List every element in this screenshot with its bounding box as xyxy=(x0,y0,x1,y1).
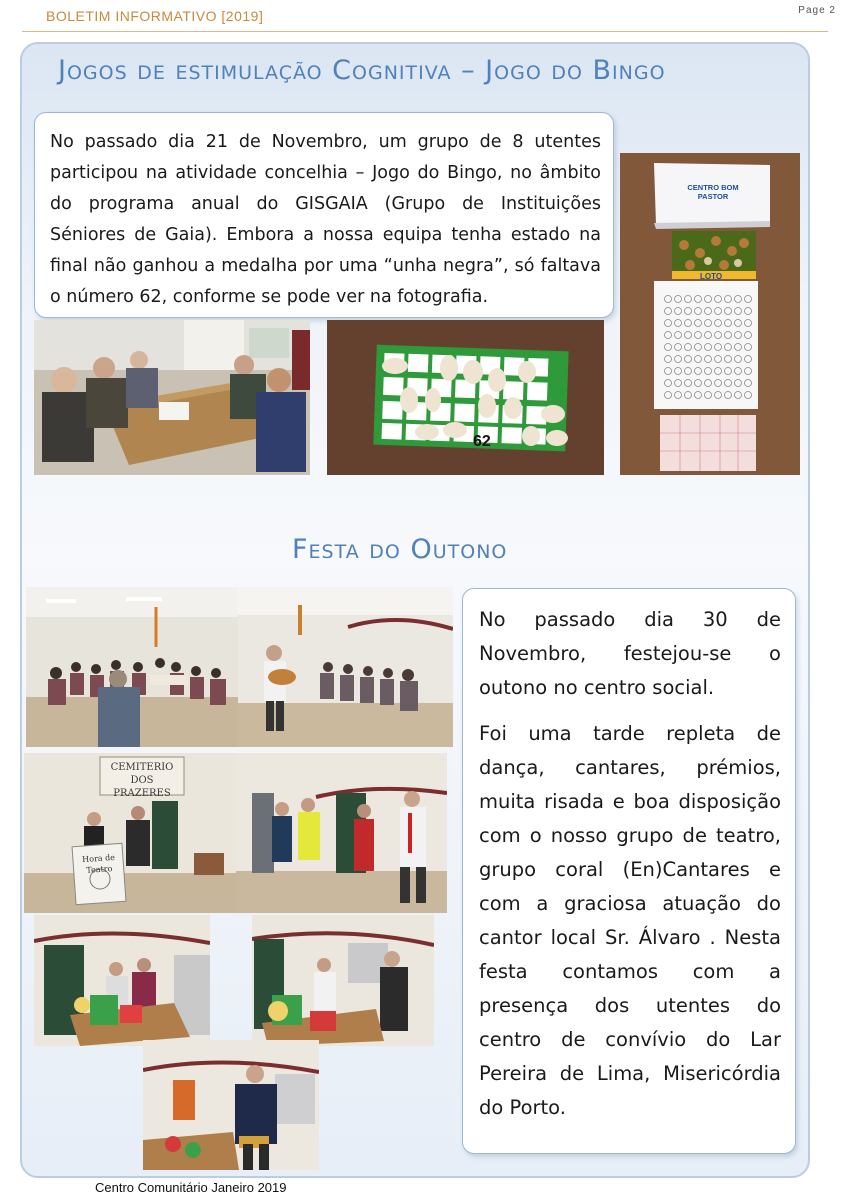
photo-prizes-table-1 xyxy=(34,915,210,1046)
photo-autumn-hall-audience xyxy=(26,587,238,747)
bingo-paragraph: No passado dia 21 de Novembro, um grupo de 8 utentes participou na atividade concelhia – Jogo do Bingo, no âmbito do programa anual do GISGAIA (Grupo de Instituições Séniores de Gaia). Embora a nossa equipa tenha estado na final não ganhou a medalha por uma “unha negra”, só faltava o número 62, conforme se pode ver na fotografia. xyxy=(50,132,601,307)
photo-bingo-card xyxy=(327,320,604,475)
photo-loto-card xyxy=(620,153,800,475)
festa-paragraph-2: Foi uma tarde repleta de dança, cantares, prémios, muita risada e boa disposição com o nosso grupo de teatro, grupo coral (En)Cantares e com a graciosa atuação do cantor local Sr. Álvaro . Nesta festa contamos com a presença dos utentes do centro de convívio do Lar Pereira de Lima, Misericórdia do Porto. xyxy=(479,722,781,1119)
section-title-bingo: Jogos de estimulação Cognitiva – Jogo do Bingo xyxy=(58,55,666,86)
photo-theatre-cemiterio xyxy=(24,753,236,913)
page-number: Page 2 xyxy=(798,5,836,16)
sign-hora-de-teatro: Hora de Teatro xyxy=(81,852,116,875)
photo-theatre-performers xyxy=(236,753,447,913)
section-title-festa: Festa do Outono xyxy=(292,534,508,565)
festa-text-box xyxy=(462,588,796,1154)
bingo-card-number: 62 xyxy=(473,433,491,450)
photo-prize-winner xyxy=(143,1040,319,1170)
header-divider xyxy=(22,31,828,32)
footer-text: Centro Comunitário Janeiro 2019 xyxy=(95,1180,287,1195)
photo-seniors-table xyxy=(34,320,310,475)
bingo-text-box xyxy=(34,112,614,318)
header-title: BOLETIM INFORMATIVO [2019] xyxy=(46,8,264,24)
loto-label: LOTO xyxy=(700,272,723,281)
photo-prizes-table-2 xyxy=(252,915,434,1046)
photo-autumn-guitar-singer xyxy=(238,587,453,747)
photo-sign-centro-bom-pastor: CENTRO BOM PASTOR xyxy=(687,183,739,201)
sign-cemiterio-prazeres: CEMITERIO DOS PRAZERES xyxy=(110,762,174,799)
festa-paragraph-1: No passado dia 30 de Novembro, festejou-se o outono no centro social. xyxy=(479,608,781,699)
